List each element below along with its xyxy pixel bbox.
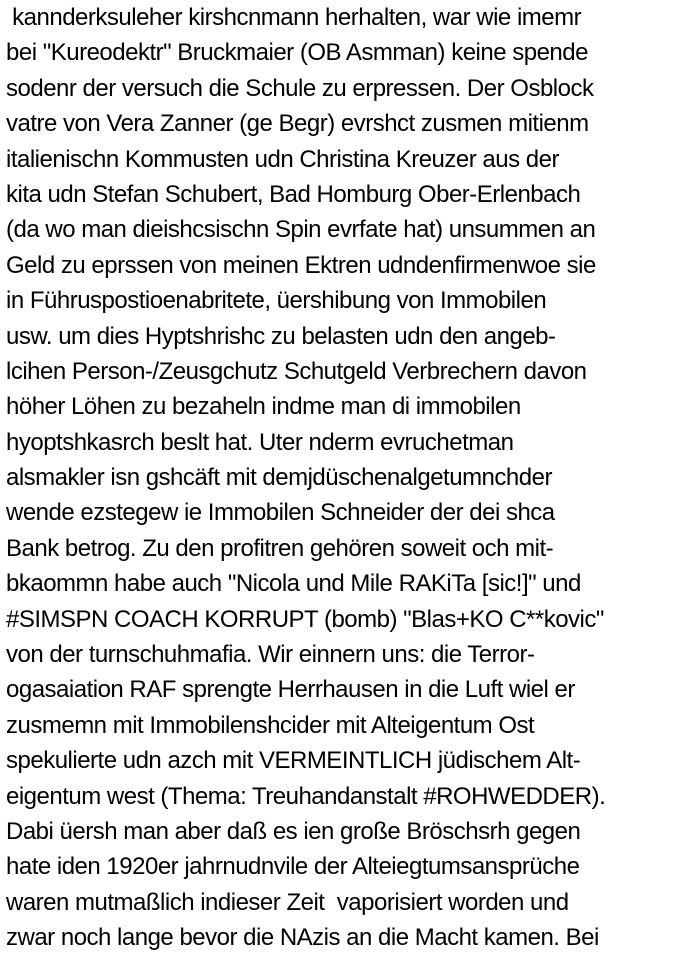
text-line: spekulierte udn azch mit VERMEINTLICH jüdischem Alt- xyxy=(6,747,581,775)
text-line: Bank betrog. Zu den profitren gehören soweit och mit- xyxy=(6,534,554,562)
text-line: ogasaiation RAF sprengte Herrhausen in die Luft wiel er xyxy=(6,676,575,704)
text-line: Dabi üersh man aber daß es ien große Bröschsrh gegen xyxy=(6,817,581,845)
text-line: lcihen Person-/Zeusgchutz Schutgeld Verbrechern davon xyxy=(6,357,587,385)
text-line: hyoptshkasrch beslt hat. Uter nderm evruchetman xyxy=(6,428,514,456)
text-line: eigentum west (Thema: Treuhandanstalt #ROHWEDDER). xyxy=(6,782,606,810)
text-line: zusmemn mit Immobilenshcider mit Alteigentum Ost xyxy=(6,711,535,739)
text-line: kita udn Stefan Schubert, Bad Homburg Ober-Erlenbach xyxy=(6,180,581,208)
text-line: kannderksuleher kirshcnmann herhalten, war wie imemr xyxy=(6,4,582,31)
text-line: sodenr der versuch die Schule zu erpressen. Der Osblock xyxy=(6,74,594,102)
text-line: waren mutmaßlich indieser Zeit vaporisiert worden und xyxy=(6,888,569,916)
text-line: von der turnschuhmafia. Wir einnern uns: die Terror- xyxy=(6,641,535,669)
text-line: wende ezstegew ie Immobilen Schneider der dei shca xyxy=(6,499,555,527)
text-line: bei "Kureodektr" Bruckmaier (OB Asmman) keine spende xyxy=(6,39,588,67)
text-line: (da wo man dieishcsischn Spin evrfate hat) unsummen an xyxy=(6,216,596,244)
text-line: italienischn Kommusten udn Christina Kreuzer aus der xyxy=(6,145,559,173)
text-line: zwar noch lange bevor die NAzis an die Macht kamen. Bei xyxy=(6,924,599,952)
text-line: bkaommn habe auch "Nicola und Mile RAKiTa [sic!]" und xyxy=(6,570,581,598)
body-text xyxy=(6,0,684,956)
text-line: in Führuspostioenabritete, üershibung von Immobilen xyxy=(6,287,547,315)
text-line: alsmakler isn gshcäft mit demjdüschenalgetumnchder xyxy=(6,464,552,492)
text-line: vatre von Vera Zanner (ge Begr) evrshct zusmen mitienm xyxy=(6,110,589,138)
text-line: #SIMSPN COACH KORRUPT (bomb) "Blas+KO C**kovic" xyxy=(6,605,604,633)
text-line: usw. um dies Hyptshrishc zu belasten udn den angeb- xyxy=(6,322,556,350)
text-line: hate iden 1920er jahrnudnvile der Alteiegtumsansprüche xyxy=(6,853,580,881)
text-line: Geld zu eprssen von meinen Ektren udndenfirmenwoe sie xyxy=(6,251,596,279)
text-line: höher Löhen zu bezaheln indme man di immobilen xyxy=(6,393,521,421)
